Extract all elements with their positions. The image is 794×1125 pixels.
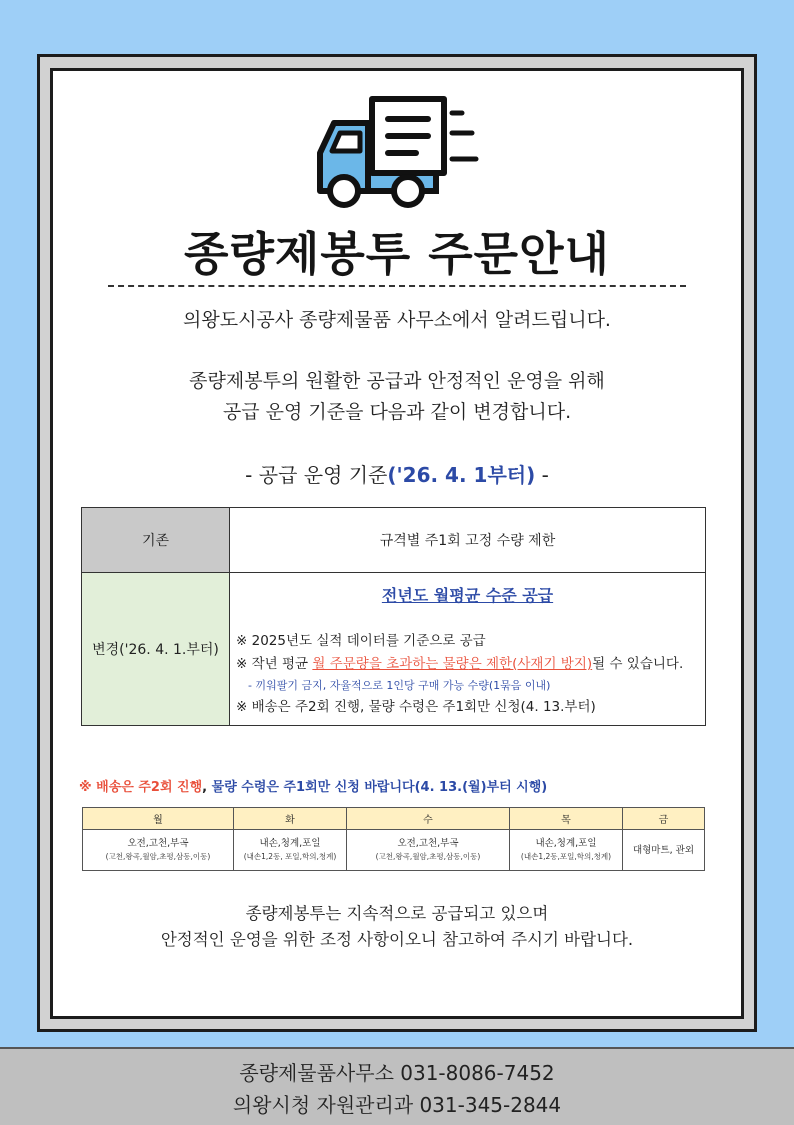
new-headline: 전년도 월평균 수준 공급 <box>381 586 554 605</box>
thu-cell <box>510 830 623 871</box>
delivery-truck-icon <box>312 95 482 210</box>
fri-area: 대형마트, 관외 <box>632 844 695 856</box>
body-line-2: 공급 운영 기준을 다음과 같이 변경합니다. <box>222 401 572 423</box>
day-wed: 수 <box>347 808 510 830</box>
wed-cell <box>347 830 510 871</box>
new-value <box>230 573 706 726</box>
rule-2 <box>236 653 699 676</box>
rule-2-d: 될 수 있습니다. <box>592 656 684 672</box>
criteria-table <box>81 507 706 726</box>
day-tue: 화 <box>234 808 347 830</box>
rule-3: ※ 배송은 주2회 진행, 물량 수령은 주1회만 신청(4. 13.부터) <box>236 699 596 715</box>
new-label: 변경('26. 4. 1.부터) <box>82 573 230 726</box>
closing-line-1: 종량제봉투는 지속적으로 공급되고 있으며 <box>245 904 549 923</box>
criteria-subtitle <box>0 459 794 488</box>
notice-comma: , <box>202 780 212 795</box>
body-line-1: 종량제봉투의 원활한 공급과 안정적인 운영을 위해 <box>189 370 605 392</box>
old-label: 기존 <box>82 508 230 573</box>
delivery-notice <box>79 776 547 795</box>
thu-area: 내손,청계,포일 <box>535 838 597 849</box>
contact-line-1: 종량제물품사무소 031-8086-7452 <box>239 1061 555 1085</box>
tue-detail: (내손1,2동, 포일,학의,청계) <box>243 852 337 861</box>
contact-footer <box>0 1047 794 1125</box>
table-row-old <box>82 508 706 573</box>
day-thu: 목 <box>510 808 623 830</box>
day-fri: 금 <box>623 808 705 830</box>
title-divider <box>108 285 686 287</box>
page-title: 종량제봉투 주문안내 <box>184 227 610 281</box>
closing-line-2: 안정적인 운영을 위한 조정 사항이오니 참고하여 주시기 바랍니다. <box>160 930 634 949</box>
tue-cell <box>234 830 347 871</box>
schedule-header-row <box>83 808 705 830</box>
schedule-row <box>83 830 705 871</box>
table-row-new <box>82 573 706 726</box>
old-value: 규격별 주1회 고정 수량 제한 <box>230 508 706 573</box>
mon-cell <box>83 830 234 871</box>
subtitle-date: ('26. 4. 1부터) <box>387 463 536 487</box>
contact-line-2: 의왕시청 자원관리과 031-345-2844 <box>232 1093 562 1117</box>
tue-area: 내손,청계,포일 <box>259 838 321 849</box>
mon-area: 오전,고천,부곡 <box>127 838 189 849</box>
mon-detail: (고천,왕곡,월암,초평,삼동,이동) <box>105 852 211 861</box>
rule-2-limit: 은 제한(사재기 방지) <box>468 656 593 672</box>
rule-2-highlight: 월 주문량을 초과하는 물량 <box>312 656 469 672</box>
wed-detail: (고천,왕곡,월암,초평,삼동,이동) <box>375 852 481 861</box>
notice-red: ※ 배송은 주2회 진행 <box>79 780 203 795</box>
subtitle-suffix: - <box>535 463 549 487</box>
rule-2-a: ※ 작년 평균 <box>236 656 313 672</box>
delivery-schedule-table <box>82 807 705 871</box>
fri-cell <box>623 830 705 871</box>
rule-2-sub: - 끼워팔기 금지, 자율적으로 1인당 구매 가능 수량(1묶음 이내) <box>248 679 551 692</box>
thu-detail: (내손1,2동,포일,학의,청계) <box>520 852 612 861</box>
notice-blue: 물량 수령은 주1회만 신청 바랍니다(4. 13.(월)부터 시행) <box>211 780 548 795</box>
intro-text: 의왕도시공사 종량제물품 사무소에서 알려드립니다. <box>183 309 611 331</box>
wed-area: 오전,고천,부곡 <box>397 838 459 849</box>
subtitle-prefix: - 공급 운영 기준 <box>245 463 388 487</box>
rule-1: ※ 2025년도 실적 데이터를 기준으로 공급 <box>236 633 486 649</box>
day-mon: 월 <box>83 808 234 830</box>
